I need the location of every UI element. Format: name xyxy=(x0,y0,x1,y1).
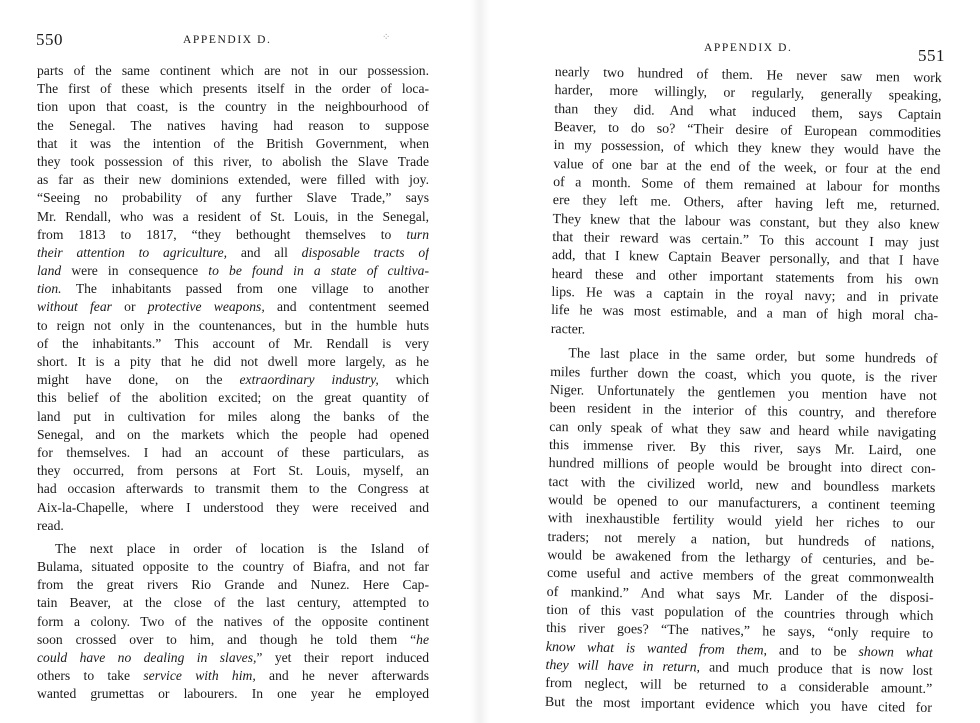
text-run: from neglect, will be returned to a considerable amount.” xyxy=(545,676,933,698)
ornament-mark: ⁘ xyxy=(382,32,391,43)
text-run: nearly two hundred of them. He never saw men work xyxy=(554,64,942,87)
text-line xyxy=(37,576,429,594)
right-page-body xyxy=(545,64,942,718)
text-run: this immense river. By this river, says Mr. Laird, one xyxy=(548,437,937,459)
text-run: and to be xyxy=(766,643,859,660)
text-run: than they did. And what induced them, says Captain xyxy=(554,101,942,123)
text-line xyxy=(37,262,429,280)
italic-run: disposable tracts of xyxy=(301,244,429,260)
text-run: The last place in the same order, but some hundreds of xyxy=(568,346,938,368)
running-head-right: APPENDIX D. xyxy=(704,42,793,54)
text-line xyxy=(37,389,429,407)
text-line xyxy=(37,594,429,612)
text-run: life he was most estimable, and a man of high moral cha- xyxy=(551,303,939,325)
italic-run: turn xyxy=(406,226,429,242)
text-run: and all xyxy=(227,244,302,260)
text-run: ere they left me. Others, after having left me, returned. xyxy=(552,193,940,215)
text-line xyxy=(37,540,429,558)
text-run: to reign not only in the countenances, but in the humble huts xyxy=(37,317,429,333)
text-run: which xyxy=(378,372,429,388)
text-run: read. xyxy=(37,517,64,533)
text-line xyxy=(37,462,429,480)
italic-run: extraordinary industry, xyxy=(239,372,379,388)
text-line xyxy=(37,685,429,703)
text-line xyxy=(37,353,429,371)
text-line xyxy=(37,298,429,316)
italic-run: could have no dealing in slaves, xyxy=(37,650,257,665)
text-run: add, that I knew Captain Beaver personally, and that I have xyxy=(551,248,940,270)
left-page xyxy=(0,0,470,723)
text-run: ” yet their report induced xyxy=(256,650,429,665)
text-line xyxy=(37,426,429,444)
text-run: and he never afterwards xyxy=(255,668,429,684)
text-run: might have done, on the xyxy=(37,372,240,388)
book-gutter xyxy=(470,0,490,723)
italic-run: he xyxy=(416,631,429,647)
text-run: form a colony. Two of the natives of the opposite continent xyxy=(37,613,429,629)
right-page xyxy=(490,0,980,723)
italic-run: tion. xyxy=(37,281,62,297)
text-run: would be opened to our manufacturers, a continent teeming xyxy=(548,492,936,514)
text-run: from the great rivers Rio Grande and Nunez. Here Cap- xyxy=(37,577,429,593)
text-line xyxy=(37,371,429,389)
text-run: Aix-la-Chapelle, where I understood they were received and xyxy=(37,499,429,515)
text-line xyxy=(37,517,429,535)
text-run: racter. xyxy=(550,321,586,338)
text-run: the Senegal. The natives having had reason to suppose xyxy=(37,117,429,133)
text-run: Beaver, to do so? “Their desire of European commodities xyxy=(553,120,942,142)
text-run: traders; not merely a nation, but hundreds of nations, xyxy=(547,529,935,551)
text-run: land put in cultivation for miles along the banks of the xyxy=(37,408,429,424)
text-run: The first of these which presents itself in the order of loca- xyxy=(37,81,429,97)
text-run: or xyxy=(111,299,148,315)
text-run: tain Beaver, at the close of the last century, attempted to xyxy=(37,595,429,611)
text-run: soon crossed over to him, and though he told them “ xyxy=(37,631,417,647)
text-run: tion of this vast population of the countries through which xyxy=(546,602,934,624)
text-run: of the inhabitants.” This account of Mr. Rendall is very xyxy=(37,335,429,351)
text-run: and much produce that is now lost xyxy=(699,660,933,680)
text-run: miles further down the coast, which you quote, is the river xyxy=(550,364,938,386)
text-line xyxy=(37,408,429,426)
text-run: “Seeing no probability of any further Slave Trade,” says xyxy=(37,190,429,206)
text-run: Bulama, situated opposite to the country of Biafra, and not far xyxy=(37,559,429,575)
text-run: were in consequence xyxy=(61,263,209,279)
text-run: harder, more willingly, or regularly, generally speaking, xyxy=(554,83,942,105)
text-line xyxy=(37,613,429,631)
text-run: would be awakened from the lethargy of centuries, and be- xyxy=(547,547,935,569)
text-line xyxy=(37,80,429,98)
italic-run: their attention to agriculture, xyxy=(37,244,228,260)
text-run: they occurred, from persons at Fort St. Louis, myself, an xyxy=(37,463,429,479)
text-line xyxy=(37,117,429,135)
text-run: heard these and other important statements from his own xyxy=(551,266,939,288)
italic-run: service with him, xyxy=(143,668,256,684)
text-run: this river goes? “The natives,” he says, “only require to xyxy=(546,621,934,643)
text-run: with inexhaustible fertility would yield her riches to our xyxy=(547,511,935,533)
text-run: lips. He was a captain in the royal navy; and in private xyxy=(551,285,939,307)
italic-run: protective weapons, xyxy=(147,299,265,315)
text-run: had occasion afterwards to transmit them to the Congress at xyxy=(37,481,429,497)
text-run: They knew that the labour was constant, but they also knew xyxy=(552,211,940,233)
text-run: tact with the civilized world, new and boundless markets xyxy=(548,474,936,496)
text-run: short. It is a pity that he did not dwell more largely, as he xyxy=(37,354,429,369)
text-line xyxy=(37,208,429,226)
text-run: others to take xyxy=(37,668,144,684)
italic-run: without fear xyxy=(37,299,112,315)
text-run: Niger. Unfortunately the gentlemen you mention have not xyxy=(549,382,937,404)
text-run: But the most important evidence which you have cited for xyxy=(544,694,933,716)
text-line xyxy=(37,558,429,576)
text-line xyxy=(37,171,429,189)
text-run: they took possession of this river, to abolish the Slave Trade xyxy=(37,153,429,169)
text-run: for themselves. I had an account of these particulars, as xyxy=(37,444,429,460)
text-line xyxy=(37,62,429,80)
text-run: The next place in order of location is the Island of xyxy=(55,540,429,556)
text-run: Mr. Rendall, who was a resident of St. Louis, in the Senegal, xyxy=(37,208,429,224)
text-run: as far as their new dominions extended, were filled with joy. xyxy=(37,172,429,188)
text-run: hundred millions of people would be brought into direct con- xyxy=(548,456,936,478)
text-run: wanted grumettas or labourers. In one year he employed xyxy=(37,686,429,702)
text-run: that it was the intention of the British Government, when xyxy=(37,135,429,151)
text-run: in my possession, of which they knew they would have the xyxy=(553,138,941,160)
italic-run: shown what xyxy=(858,644,933,661)
italic-run: know what is wanted from them, xyxy=(545,639,768,659)
text-run: of a month. Some of them remained at labour for months xyxy=(553,175,941,197)
text-line xyxy=(37,649,429,667)
running-head-left: APPENDIX D. xyxy=(183,34,272,46)
text-run: can only speak of what they saw and heard while navigating xyxy=(549,419,937,441)
page-number-left: 550 xyxy=(36,30,63,49)
text-line xyxy=(37,244,429,262)
text-run: come useful and active members of the great commonwealth xyxy=(546,566,935,588)
text-run: of mankind.” And what says Mr. Lander of the disposi- xyxy=(546,584,934,606)
italic-run: they will have in return, xyxy=(545,657,701,676)
text-run: this belief of the abolition excited; on the great quantity of xyxy=(37,390,429,406)
text-line xyxy=(37,335,429,353)
text-line xyxy=(37,189,429,207)
text-line xyxy=(37,317,429,335)
text-run: that their reward was certain.” To this account I may just xyxy=(552,230,940,252)
text-line xyxy=(37,499,429,517)
page-number-right: 551 xyxy=(918,46,945,65)
text-line xyxy=(37,98,429,116)
left-page-body xyxy=(37,62,429,704)
text-run: tion upon that coast, is the country in the neighbourhood of xyxy=(37,99,429,115)
text-run: and contentment seemed xyxy=(264,299,429,315)
text-line xyxy=(37,153,429,171)
italic-run: land xyxy=(37,263,62,279)
text-run: parts of the same continent which are not in our possession. xyxy=(37,63,429,78)
text-line xyxy=(37,226,429,244)
text-line xyxy=(37,280,429,298)
text-run: The inhabitants passed from one village to another xyxy=(61,281,429,297)
text-line xyxy=(37,135,429,153)
text-line xyxy=(37,667,429,685)
italic-run: to be found in a state of cultiva- xyxy=(208,263,429,279)
text-line xyxy=(37,631,429,649)
text-line xyxy=(37,444,429,462)
text-run: value of one bar at the end of the week, or four at the end xyxy=(553,156,941,178)
text-run: Senegal, and on the markets which the people had opened xyxy=(37,426,429,442)
text-run: been resident in the interior of this country, and therefore xyxy=(549,401,937,423)
text-run: from 1813 to 1817, “they bethought themselves to xyxy=(37,226,407,242)
text-line xyxy=(37,480,429,498)
